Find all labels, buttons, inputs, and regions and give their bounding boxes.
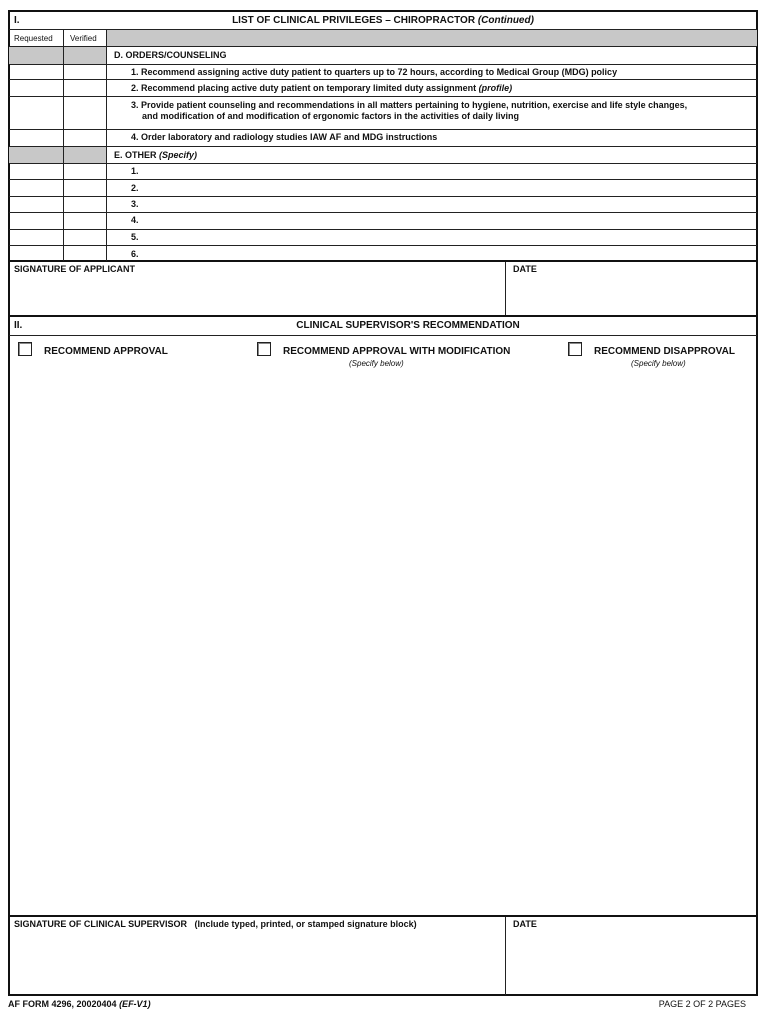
recommend-approval-label: RECOMMEND APPROVAL: [44, 346, 168, 357]
requested-cell-d4[interactable]: [9, 130, 63, 146]
supervisor-signature-label: [14, 919, 417, 929]
item-d4: 4. Order laboratory and radiology studies IAW AF and MDG instructions: [131, 132, 438, 142]
section-1-title-text: LIST OF CLINICAL PRIVILEGES – CHIROPRACTOR: [232, 15, 476, 26]
item-e5: 5.: [131, 232, 139, 242]
item-e3: 3.: [131, 199, 139, 209]
section-2-number: II.: [14, 320, 23, 331]
item-e2: 2.: [131, 183, 139, 193]
item-e1: 1.: [131, 166, 139, 176]
recommend-disapproval-sub: (Specify below): [631, 359, 686, 368]
requested-cell-d1[interactable]: [9, 65, 63, 79]
applicant-signature-label: SIGNATURE OF APPLICANT: [14, 264, 135, 274]
category-e-verified-cell: [64, 147, 107, 163]
recommend-modification-checkbox[interactable]: [257, 342, 271, 356]
category-e-italic: (Specify): [159, 150, 198, 160]
recommend-modification-label: RECOMMEND APPROVAL WITH MODIFICATION: [283, 346, 511, 357]
verified-cell-d4[interactable]: [64, 130, 106, 146]
category-e-requested-cell: [9, 147, 64, 163]
supervisor-date-label: DATE: [513, 919, 537, 929]
item-e4: 4.: [131, 215, 139, 225]
item-d2: [131, 83, 512, 93]
verified-cell-d1[interactable]: [64, 65, 106, 79]
applicant-date-label: DATE: [513, 264, 537, 274]
recommend-disapproval-checkbox[interactable]: [568, 342, 582, 356]
category-e-label: [114, 150, 197, 160]
form-id-text: AF FORM 4296, 20020404: [8, 999, 120, 1009]
applicant-date-field[interactable]: [507, 276, 756, 314]
supervisor-signature-title: SIGNATURE OF CLINICAL SUPERVISOR: [14, 919, 188, 929]
section-1-title: [0, 15, 766, 26]
item-d2-italic: (profile): [478, 83, 513, 93]
section-2-title: CLINICAL SUPERVISOR'S RECOMMENDATION: [296, 320, 520, 331]
category-d-requested-cell: [9, 47, 64, 64]
col-requested-header: Requested: [14, 34, 53, 43]
section-1-title-suffix: (Continued): [477, 15, 534, 26]
supervisor-remarks-area[interactable]: [10, 375, 756, 915]
item-d1: 1. Recommend assigning active duty patient to quarters up to 72 hours, according to Medical Group (MDG) policy: [131, 67, 618, 77]
recommend-approval-checkbox[interactable]: [18, 342, 32, 356]
col-verified-header: Verified: [70, 34, 97, 43]
item-e6: 6.: [131, 249, 139, 259]
applicant-signature-field[interactable]: [10, 276, 504, 314]
item-d2-text: 2. Recommend placing active duty patient on temporary limited duty assignment: [131, 83, 479, 93]
category-d-verified-cell: [64, 47, 107, 64]
page-number: PAGE 2 OF 2 PAGES: [658, 999, 746, 1009]
header-gray-band: [107, 30, 757, 46]
section-1-number: I.: [14, 15, 20, 26]
supervisor-signature-field[interactable]: [10, 932, 504, 994]
item-d3-line2: and modification of and modification of ergonomic factors in the activities of daily living: [142, 111, 520, 121]
category-e-text: E. OTHER: [114, 150, 160, 160]
recommend-disapproval-label: RECOMMEND DISAPPROVAL: [594, 346, 735, 357]
recommend-modification-sub: (Specify below): [349, 359, 404, 368]
item-d3-line1: 3. Provide patient counseling and recommendations in all matters pertaining to hygiene, nutrition, exercise and life style changes,: [131, 100, 688, 110]
form-version: (EF-V1): [119, 999, 151, 1009]
category-d-label: D. ORDERS/COUNSELING: [114, 50, 227, 60]
supervisor-date-field[interactable]: [507, 932, 756, 994]
verified-cell-d3[interactable]: [64, 97, 106, 129]
form-identifier: [8, 999, 151, 1009]
requested-cell-d2[interactable]: [9, 80, 63, 96]
supervisor-signature-note: (Include typed, printed, or stamped signature block): [194, 919, 417, 929]
requested-cell-d3[interactable]: [9, 97, 63, 129]
verified-cell-d2[interactable]: [64, 80, 106, 96]
